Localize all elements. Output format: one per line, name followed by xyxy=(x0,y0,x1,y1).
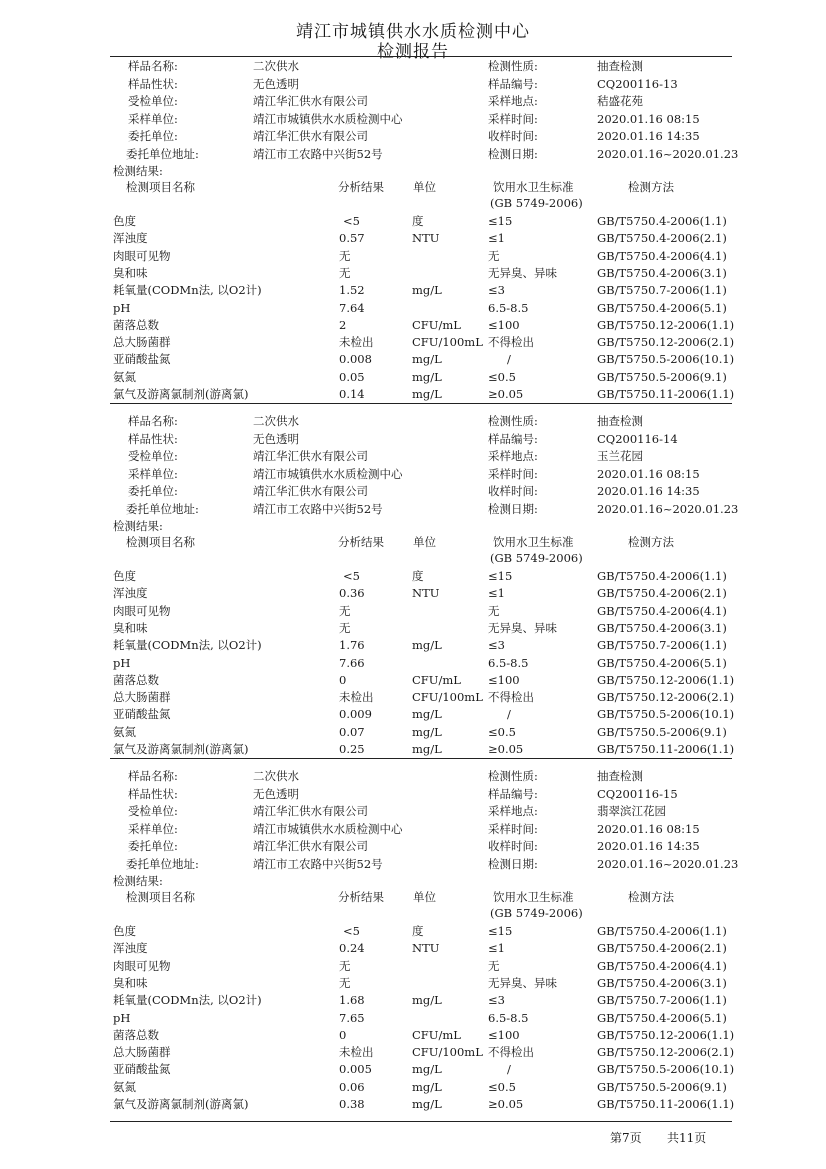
item-result: 0.38 xyxy=(339,1097,365,1111)
field-label: 检测日期: xyxy=(488,501,538,516)
item-method: GB/T5750.7-2006(1.1) xyxy=(597,993,727,1008)
item-result: 0.06 xyxy=(339,1079,365,1094)
sample-block xyxy=(0,59,826,409)
item-standard: ≤15 xyxy=(488,569,513,583)
item-standard: ≤0.5 xyxy=(488,724,516,739)
item-name: 浑浊度 xyxy=(113,586,148,601)
field-label: 委托单位地址: xyxy=(126,501,199,516)
field-value: 玉兰花园 xyxy=(597,449,643,463)
field-label: 采样单位: xyxy=(128,821,178,836)
item-name: 总大肠菌群 xyxy=(113,1045,171,1060)
field-label: 受检单位: xyxy=(128,804,178,818)
item-result: 0.009 xyxy=(339,707,372,722)
field-value: 抽查检测 xyxy=(597,59,643,73)
item-result: 0 xyxy=(339,1027,347,1042)
item-result: 1.76 xyxy=(339,638,365,653)
item-result: 0.57 xyxy=(339,231,365,246)
item-standard: 6.5-8.5 xyxy=(488,1010,529,1025)
item-name: 氨氮 xyxy=(113,1079,136,1094)
item-result: <5 xyxy=(343,924,360,938)
item-name: 氨氮 xyxy=(113,369,136,384)
item-name: 肉眼可见物 xyxy=(113,603,171,618)
field-label: 样品编号: xyxy=(488,431,538,446)
field-value: 2020.01.16~2020.01.23 xyxy=(597,856,739,871)
item-result: 无 xyxy=(339,975,351,990)
field-value: 靖江华汇供水有限公司 xyxy=(253,94,368,108)
item-standard: 无异臭、异味 xyxy=(488,620,557,635)
item-unit: NTU xyxy=(412,586,440,601)
item-name: 臭和味 xyxy=(113,265,148,280)
field-label: 样品编号: xyxy=(488,76,538,91)
item-standard: ≤1 xyxy=(488,941,505,956)
item-result: 0 xyxy=(339,672,347,687)
item-result: 1.52 xyxy=(339,283,365,298)
item-method: GB/T5750.4-2006(4.1) xyxy=(597,603,727,618)
item-name: 臭和味 xyxy=(113,975,148,990)
item-name: 氨氮 xyxy=(113,724,136,739)
field-label: 收样时间: xyxy=(488,484,538,498)
divider xyxy=(110,1121,732,1122)
field-label: 采样时间: xyxy=(488,466,538,481)
header-standard-sub: (GB 5749-2006) xyxy=(490,196,583,210)
field-label: 样品名称: xyxy=(128,769,178,783)
item-standard: ≤15 xyxy=(488,924,513,938)
item-method: GB/T5750.12-2006(1.1) xyxy=(597,1027,735,1042)
item-standard: 不得检出 xyxy=(488,690,534,705)
item-method: GB/T5750.4-2006(2.1) xyxy=(597,586,727,601)
item-method: GB/T5750.5-2006(9.1) xyxy=(597,1079,727,1094)
item-method: GB/T5750.11-2006(1.1) xyxy=(597,1097,735,1111)
item-unit: mg/L xyxy=(412,724,442,739)
item-standard: ≥0.05 xyxy=(488,1097,524,1111)
item-result: 0.005 xyxy=(339,1062,372,1077)
field-value: CQ200116-14 xyxy=(597,431,678,446)
field-value: 二次供水 xyxy=(253,59,299,73)
page-total: 共11页 xyxy=(667,1131,707,1145)
item-result: 0.008 xyxy=(339,352,372,367)
field-value: 2020.01.16 08:15 xyxy=(597,821,700,836)
item-method: GB/T5750.4-2006(5.1) xyxy=(597,1010,727,1025)
item-standard: ≤15 xyxy=(488,214,513,228)
field-value: 靖江市城镇供水水质检测中心 xyxy=(253,466,403,481)
field-value: CQ200116-13 xyxy=(597,76,678,91)
header-unit: 单位 xyxy=(413,535,436,549)
field-value: 翡翠滨江花园 xyxy=(597,804,666,818)
item-standard: 不得检出 xyxy=(488,335,534,350)
field-value: 靖江市城镇供水水质检测中心 xyxy=(253,821,403,836)
item-result: 0.36 xyxy=(339,586,365,601)
item-unit: mg/L xyxy=(412,638,442,653)
item-standard: ≤1 xyxy=(488,231,505,246)
item-standard: ≤3 xyxy=(488,638,505,653)
item-name: 浑浊度 xyxy=(113,231,148,246)
item-result: 无 xyxy=(339,603,351,618)
header-item: 检测项目名称 xyxy=(126,180,195,194)
field-label: 委托单位地址: xyxy=(126,856,199,871)
item-method: GB/T5750.12-2006(1.1) xyxy=(597,317,735,332)
header-unit: 单位 xyxy=(413,890,436,904)
item-name: pH xyxy=(113,655,131,670)
field-value: 秸盛花苑 xyxy=(597,94,643,108)
header-standard-sub: (GB 5749-2006) xyxy=(490,551,583,565)
item-result: 0.05 xyxy=(339,369,365,384)
report-org-title: 靖江市城镇供水水质检测中心 xyxy=(296,22,530,42)
item-unit: mg/L xyxy=(412,1097,442,1111)
item-unit: mg/L xyxy=(412,1079,442,1094)
item-method: GB/T5750.4-2006(3.1) xyxy=(597,620,727,635)
header-unit: 单位 xyxy=(413,180,436,194)
results-label: 检测结果: xyxy=(113,519,163,533)
field-label: 受检单位: xyxy=(128,94,178,108)
field-label: 委托单位: xyxy=(128,129,178,143)
item-method: GB/T5750.5-2006(9.1) xyxy=(597,724,727,739)
item-name: 色度 xyxy=(113,569,136,583)
item-result: 未检出 xyxy=(339,690,374,705)
item-unit: CFU/mL xyxy=(412,1027,461,1042)
item-method: GB/T5750.5-2006(10.1) xyxy=(597,352,735,367)
field-value: 二次供水 xyxy=(253,769,299,783)
field-value: 2020.01.16~2020.01.23 xyxy=(597,146,739,161)
item-unit: NTU xyxy=(412,231,440,246)
field-value: 靖江市工农路中兴街52号 xyxy=(253,856,383,871)
header-item: 检测项目名称 xyxy=(126,890,195,904)
item-name: 色度 xyxy=(113,924,136,938)
field-label: 样品名称: xyxy=(128,414,178,428)
field-label: 采样单位: xyxy=(128,466,178,481)
field-label: 收样时间: xyxy=(488,839,538,853)
item-result: 7.66 xyxy=(339,655,365,670)
item-unit: mg/L xyxy=(412,993,442,1008)
item-method: GB/T5750.4-2006(1.1) xyxy=(597,569,727,583)
field-value: 2020.01.16 08:15 xyxy=(597,111,700,126)
item-standard: ≤3 xyxy=(488,283,505,298)
item-name: 菌落总数 xyxy=(113,1027,159,1042)
item-name: pH xyxy=(113,1010,131,1025)
item-unit: 度 xyxy=(412,214,424,228)
item-name: 色度 xyxy=(113,214,136,228)
field-value: 无色透明 xyxy=(253,786,299,801)
item-method: GB/T5750.5-2006(9.1) xyxy=(597,369,727,384)
item-unit: CFU/100mL xyxy=(412,1045,483,1060)
item-method: GB/T5750.7-2006(1.1) xyxy=(597,283,727,298)
header-method: 检测方法 xyxy=(628,535,674,549)
item-method: GB/T5750.12-2006(2.1) xyxy=(597,1045,735,1060)
field-label: 采样地点: xyxy=(488,449,538,463)
header-standard-sub: (GB 5749-2006) xyxy=(490,906,583,920)
item-result: 0.07 xyxy=(339,724,365,739)
field-value: 靖江华汇供水有限公司 xyxy=(253,449,368,463)
item-standard: 不得检出 xyxy=(488,1045,534,1060)
item-name: 耗氧量(CODMn法, 以O2计) xyxy=(113,283,262,298)
item-name: 亚硝酸盐氮 xyxy=(113,1062,171,1077)
item-method: GB/T5750.5-2006(10.1) xyxy=(597,707,735,722)
sample-block xyxy=(0,414,826,764)
item-name: pH xyxy=(113,300,131,315)
item-method: GB/T5750.4-2006(4.1) xyxy=(597,248,727,263)
item-name: 肉眼可见物 xyxy=(113,248,171,263)
item-method: GB/T5750.11-2006(1.1) xyxy=(597,387,735,401)
item-result: <5 xyxy=(343,569,360,583)
item-standard: 无异臭、异味 xyxy=(488,975,557,990)
field-value: 2020.01.16 14:35 xyxy=(597,129,700,143)
item-result: 无 xyxy=(339,958,351,973)
item-method: GB/T5750.4-2006(5.1) xyxy=(597,300,727,315)
item-name: 总大肠菌群 xyxy=(113,335,171,350)
item-standard: / xyxy=(507,1062,511,1077)
field-label: 委托单位: xyxy=(128,484,178,498)
item-unit: CFU/mL xyxy=(412,672,461,687)
item-method: GB/T5750.4-2006(5.1) xyxy=(597,655,727,670)
item-name: 耗氧量(CODMn法, 以O2计) xyxy=(113,638,262,653)
item-method: GB/T5750.12-2006(1.1) xyxy=(597,672,735,687)
item-result: 未检出 xyxy=(339,335,374,350)
item-standard: ≤1 xyxy=(488,586,505,601)
item-method: GB/T5750.4-2006(4.1) xyxy=(597,958,727,973)
field-value: 无色透明 xyxy=(253,76,299,91)
field-value: 抽查检测 xyxy=(597,414,643,428)
field-label: 委托单位地址: xyxy=(126,146,199,161)
item-name: 亚硝酸盐氮 xyxy=(113,707,171,722)
item-unit: mg/L xyxy=(412,369,442,384)
item-standard: 无 xyxy=(488,958,500,973)
item-result: 无 xyxy=(339,248,351,263)
item-method: GB/T5750.12-2006(2.1) xyxy=(597,335,735,350)
field-value: CQ200116-15 xyxy=(597,786,678,801)
item-result: 0.14 xyxy=(339,387,365,401)
item-name: 耗氧量(CODMn法, 以O2计) xyxy=(113,993,262,1008)
item-unit: CFU/100mL xyxy=(412,690,483,705)
field-label: 样品性状: xyxy=(128,431,178,446)
item-result: 2 xyxy=(339,317,347,332)
divider xyxy=(110,56,732,57)
field-label: 样品编号: xyxy=(488,786,538,801)
header-method: 检测方法 xyxy=(628,180,674,194)
field-value: 2020.01.16 14:35 xyxy=(597,484,700,498)
item-unit: CFU/100mL xyxy=(412,335,483,350)
field-value: 靖江市工农路中兴街52号 xyxy=(253,501,383,516)
field-value: 靖江华汇供水有限公司 xyxy=(253,839,368,853)
header-standard: 饮用水卫生标准 xyxy=(493,890,574,904)
field-label: 检测性质: xyxy=(488,769,538,783)
page-number: 第7页 xyxy=(610,1131,642,1145)
header-result: 分析结果 xyxy=(338,535,384,549)
item-standard: ≤0.5 xyxy=(488,1079,516,1094)
item-name: 菌落总数 xyxy=(113,672,159,687)
item-standard: 无 xyxy=(488,248,500,263)
item-result: 未检出 xyxy=(339,1045,374,1060)
field-label: 采样时间: xyxy=(488,821,538,836)
item-name: 臭和味 xyxy=(113,620,148,635)
field-label: 委托单位: xyxy=(128,839,178,853)
header-method: 检测方法 xyxy=(628,890,674,904)
item-result: 7.65 xyxy=(339,1010,365,1025)
item-standard: 6.5-8.5 xyxy=(488,655,529,670)
header-standard: 饮用水卫生标准 xyxy=(493,535,574,549)
item-standard: ≤0.5 xyxy=(488,369,516,384)
field-value: 靖江华汇供水有限公司 xyxy=(253,804,368,818)
item-standard: ≥0.05 xyxy=(488,742,524,756)
field-label: 检测日期: xyxy=(488,146,538,161)
field-label: 样品性状: xyxy=(128,786,178,801)
item-name: 氯气及游离氯制剂(游离氯) xyxy=(113,387,249,401)
item-result: 0.24 xyxy=(339,941,365,956)
item-method: GB/T5750.4-2006(3.1) xyxy=(597,265,727,280)
item-unit: mg/L xyxy=(412,742,442,756)
item-standard: 无异臭、异味 xyxy=(488,265,557,280)
item-unit: mg/L xyxy=(412,283,442,298)
field-label: 检测性质: xyxy=(488,414,538,428)
field-value: 无色透明 xyxy=(253,431,299,446)
item-unit: 度 xyxy=(412,924,424,938)
field-label: 采样地点: xyxy=(488,94,538,108)
field-value: 2020.01.16~2020.01.23 xyxy=(597,501,739,516)
item-standard: / xyxy=(507,707,511,722)
item-result: 0.25 xyxy=(339,742,365,756)
item-standard: ≤100 xyxy=(488,1027,520,1042)
field-value: 二次供水 xyxy=(253,414,299,428)
item-standard: 6.5-8.5 xyxy=(488,300,529,315)
field-label: 样品名称: xyxy=(128,59,178,73)
results-label: 检测结果: xyxy=(113,874,163,888)
item-name: 亚硝酸盐氮 xyxy=(113,352,171,367)
field-value: 2020.01.16 08:15 xyxy=(597,466,700,481)
field-label: 采样单位: xyxy=(128,111,178,126)
report-title: 检测报告 xyxy=(377,42,449,62)
item-unit: mg/L xyxy=(412,707,442,722)
item-name: 氯气及游离氯制剂(游离氯) xyxy=(113,742,249,756)
sample-block xyxy=(0,769,826,1119)
field-label: 受检单位: xyxy=(128,449,178,463)
field-value: 靖江华汇供水有限公司 xyxy=(253,484,368,498)
header-result: 分析结果 xyxy=(338,890,384,904)
item-name: 总大肠菌群 xyxy=(113,690,171,705)
item-standard: 无 xyxy=(488,603,500,618)
item-method: GB/T5750.4-2006(1.1) xyxy=(597,214,727,228)
field-label: 采样地点: xyxy=(488,804,538,818)
item-method: GB/T5750.12-2006(2.1) xyxy=(597,690,735,705)
item-name: 菌落总数 xyxy=(113,317,159,332)
item-standard: / xyxy=(507,352,511,367)
field-value: 抽查检测 xyxy=(597,769,643,783)
item-name: 浑浊度 xyxy=(113,941,148,956)
item-method: GB/T5750.4-2006(1.1) xyxy=(597,924,727,938)
item-standard: ≤100 xyxy=(488,317,520,332)
item-method: GB/T5750.4-2006(2.1) xyxy=(597,231,727,246)
item-unit: mg/L xyxy=(412,352,442,367)
item-name: 肉眼可见物 xyxy=(113,958,171,973)
results-label: 检测结果: xyxy=(113,164,163,178)
item-result: 无 xyxy=(339,620,351,635)
field-value: 靖江华汇供水有限公司 xyxy=(253,129,368,143)
field-value: 2020.01.16 14:35 xyxy=(597,839,700,853)
field-label: 收样时间: xyxy=(488,129,538,143)
field-value: 靖江市工农路中兴街52号 xyxy=(253,146,383,161)
field-value: 靖江市城镇供水水质检测中心 xyxy=(253,111,403,126)
field-label: 检测日期: xyxy=(488,856,538,871)
header-standard: 饮用水卫生标准 xyxy=(493,180,574,194)
field-label: 检测性质: xyxy=(488,59,538,73)
item-method: GB/T5750.4-2006(3.1) xyxy=(597,975,727,990)
header-item: 检测项目名称 xyxy=(126,535,195,549)
item-unit: mg/L xyxy=(412,1062,442,1077)
item-method: GB/T5750.5-2006(10.1) xyxy=(597,1062,735,1077)
item-standard: ≥0.05 xyxy=(488,387,524,401)
item-method: GB/T5750.7-2006(1.1) xyxy=(597,638,727,653)
item-name: 氯气及游离氯制剂(游离氯) xyxy=(113,1097,249,1111)
field-label: 采样时间: xyxy=(488,111,538,126)
item-unit: CFU/mL xyxy=(412,317,461,332)
item-method: GB/T5750.11-2006(1.1) xyxy=(597,742,735,756)
item-result: 7.64 xyxy=(339,300,365,315)
item-unit: 度 xyxy=(412,569,424,583)
item-result: 1.68 xyxy=(339,993,365,1008)
item-unit: mg/L xyxy=(412,387,442,401)
field-label: 样品性状: xyxy=(128,76,178,91)
item-standard: ≤3 xyxy=(488,993,505,1008)
item-result: <5 xyxy=(343,214,360,228)
item-result: 无 xyxy=(339,265,351,280)
item-unit: NTU xyxy=(412,941,440,956)
item-method: GB/T5750.4-2006(2.1) xyxy=(597,941,727,956)
header-result: 分析结果 xyxy=(338,180,384,194)
item-standard: ≤100 xyxy=(488,672,520,687)
